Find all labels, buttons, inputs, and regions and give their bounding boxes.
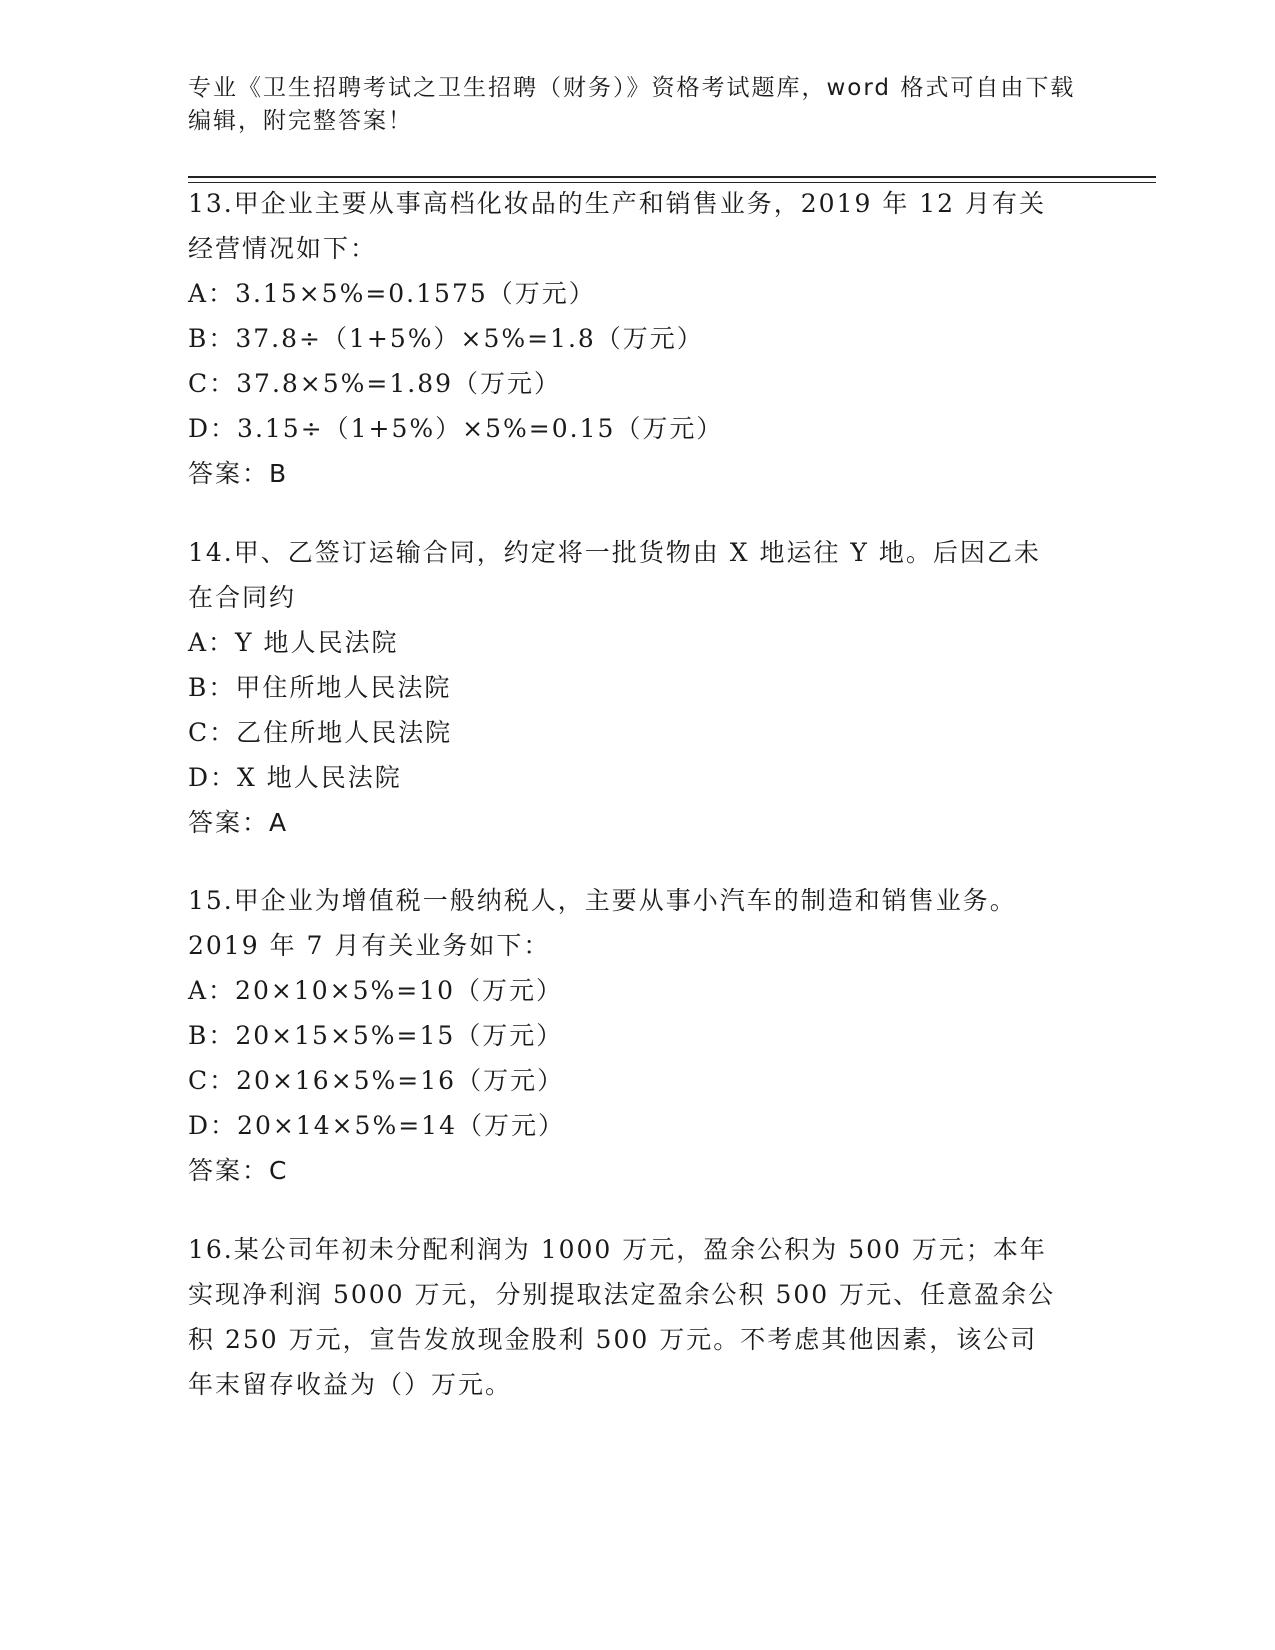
option-a: A：20×10×5%=10（万元） [188, 976, 563, 1005]
option-d: D：X 地人民法院 [188, 763, 402, 792]
option-c: C：37.8×5%=1.89（万元） [188, 369, 562, 398]
question-stem-line: 14.甲、乙签订运输合同，约定将一批货物由 X 地运往 Y 地。后因乙未 [188, 538, 1041, 567]
question-stem-line: 在合同约 [188, 583, 297, 612]
question-stem-line: 2019 年 7 月有关业务如下： [188, 931, 551, 960]
option-a: A：3.15×5%=0.1575（万元） [188, 279, 596, 308]
option-c: C：乙住所地人民法院 [188, 718, 453, 747]
question-stem-line: 实现净利润 5000 万元，分别提取法定盈余公积 500 万元、任意盈余公 [188, 1280, 1056, 1309]
header-divider-thick [188, 176, 1156, 178]
option-b: B：甲住所地人民法院 [188, 673, 452, 702]
option-d: D：20×14×5%=14（万元） [188, 1111, 565, 1140]
question-stem-line: 13.甲企业主要从事高档化妆品的生产和销售业务，2019 年 12 月有关 [188, 189, 1047, 218]
option-a: A：Y 地人民法院 [188, 628, 399, 657]
question-stem-line: 15.甲企业为增值税一般纳税人，主要从事小汽车的制造和销售业务。 [188, 886, 1017, 915]
question-stem-line: 年末留存收益为（）万元。 [188, 1370, 513, 1399]
header-line-2: 编辑，附完整答案！ [188, 108, 413, 134]
option-b: B：37.8÷（1+5%）×5%=1.8（万元） [188, 324, 704, 353]
question-15 [188, 878, 1088, 1193]
question-stem-line: 经营情况如下： [188, 234, 378, 263]
question-stem-line: 积 250 万元，宣告发放现金股利 500 万元。不考虑其他因素，该公司 [188, 1325, 1038, 1354]
question-16 [188, 1227, 1088, 1407]
question-14 [188, 530, 1088, 845]
answer: 答案：B [188, 459, 289, 488]
option-c: C：20×16×5%=16（万元） [188, 1066, 565, 1095]
question-13 [188, 181, 1088, 496]
answer: 答案：A [188, 808, 289, 837]
document-header [188, 72, 1088, 138]
header-line-1: 专业《卫生招聘考试之卫生招聘（财务）》资格考试题库，word 格式可自由下载 [188, 75, 1076, 101]
option-d: D：3.15÷（1+5%）×5%=0.15（万元） [188, 414, 724, 443]
question-stem-line: 16.某公司年初未分配利润为 1000 万元，盈余公积为 500 万元；本年 [188, 1235, 1047, 1264]
option-b: B：20×15×5%=15（万元） [188, 1021, 564, 1050]
answer: 答案：C [188, 1156, 289, 1185]
